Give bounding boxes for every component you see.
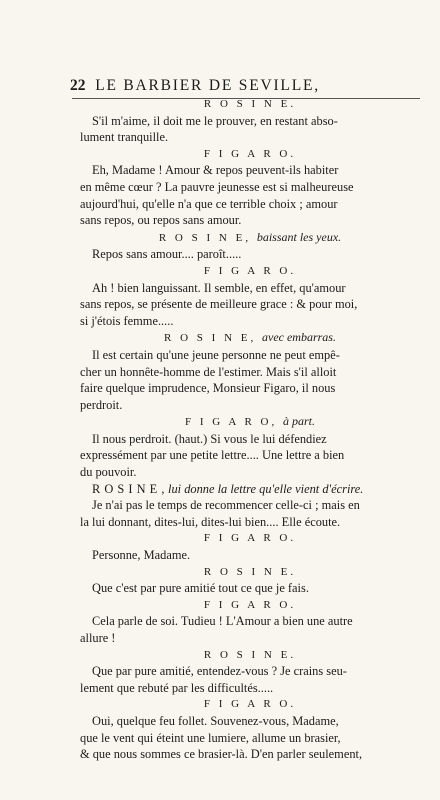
stage-direction: baissant les yeux. [256,229,342,244]
text-line: si j'étois femme..... [80,313,174,328]
text-line: la lui donnant, dites-lui, dites-lui bien.... Elle écoute. [80,514,341,529]
text-line: Eh, Madame ! Amour & repos peuvent-ils habiter [92,163,339,178]
text-line: Je n'ai pas le temps de recommencer celle-ci ; mais en [92,498,360,513]
speaker-label: R O S I N E , [92,481,165,496]
text-line: Oui, quelque feu follet. Souvenez-vous, Madame, [92,713,339,728]
speaker-label: F I G A R O. [203,532,297,545]
speaker-label: R O S I N E. [203,565,297,578]
stage-direction-line [80,481,420,498]
text-line: Repos sans amour.... paroît..... [92,247,242,262]
speaker-name [80,263,420,280]
text-line: faire quelque imprudence, Monsieur Figaro, il nous [80,381,336,396]
text-line: expressément par une petite lettre.... Une lettre a bien [80,448,345,463]
text-line: du pouvoir. [80,465,137,480]
text-line: sans repos, ou repos sans amour. [80,213,242,228]
text-line: S'il m'aime, il doit me le prouver, en restant abso- [92,113,338,128]
stage-direction: lui donne la lettre qu'elle vient d'écrire. [168,481,364,496]
text-line: Il nous perdroit. (haut.) Si vous le lui défendiez [92,431,327,446]
text-line: aujourd'hui, qu'elle n'a que ce terrible choix ; amour [80,196,338,211]
speaker-label: R O S I N E. [203,648,297,661]
page-number: 22 [70,77,86,94]
stage-direction: à part. [282,414,315,429]
running-header [70,76,420,96]
speaker-name [80,597,420,614]
text-line: que le vent qui éteint une lumiere, allume un brasier, [80,730,341,745]
speaker-name [80,564,420,581]
speaker-label: F I G A R O. [203,264,297,277]
speaker-label: F I G A R O, [184,416,278,429]
text-line: lement que rebuté par les difficultés..... [80,680,274,695]
speaker-name [80,146,420,163]
speaker-name [80,413,420,431]
dialogue-text [80,96,420,763]
text-line: Personne, Madame. [92,548,191,563]
text-line: Que c'est par pure amitié tout ce que je fais. [92,581,309,596]
speaker-label: R O S I N E. [203,98,297,110]
speaker-label: R O S I N E, [158,231,252,244]
speaker-name [80,96,420,113]
speaker-name [80,229,420,247]
text-line: perdroit. [80,397,123,412]
text-line: & que nous sommes ce brasier-là. D'en parler seulement, [80,747,363,762]
speaker-label: F I G A R O. [203,598,297,611]
speaker-label: F I G A R O. [203,147,297,160]
text-line: en même cœur ? La pauvre jeunesse est si malheureuse [80,179,354,194]
running-title: LE BARBIER DE SEVILLE, [95,77,320,94]
text-line: sans repos, se présente de meilleure grace : & pour moi, [80,297,358,312]
speaker-name [80,530,420,547]
speaker-name [80,696,420,713]
speaker-label: F I G A R O. [203,698,297,711]
speaker-name [80,647,420,664]
text-line: Il est certain qu'une jeune personne ne peut empê- [92,347,340,362]
text-line: cher un honnête-homme de l'estimer. Mais s'il alloit [80,364,337,379]
text-line: Que par pure amitié, entendez-vous ? Je crains seu- [92,664,347,679]
text-line: Cela parle de soi. Tudieu ! L'Amour a bien une autre [92,614,353,629]
speaker-label: R O S I N E, [164,332,257,345]
speaker-name [80,329,420,347]
text-line: allure ! [80,631,116,645]
text-line: Ah ! bien languissant. Il semble, en effet, qu'amour [92,280,346,295]
text-line: lument tranquille. [80,130,169,145]
stage-direction: avec embarras. [262,330,336,345]
